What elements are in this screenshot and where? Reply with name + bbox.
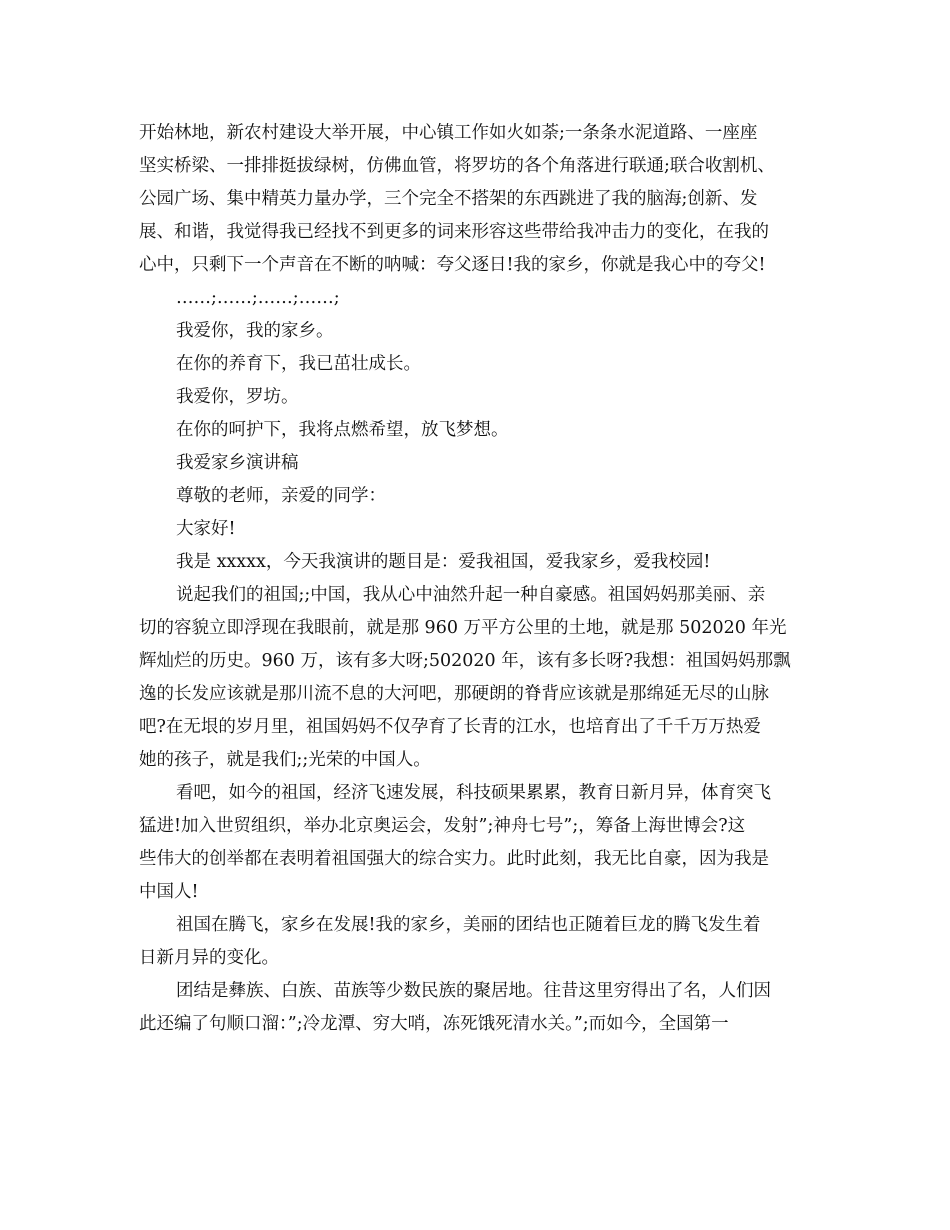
text-line: 我爱家乡演讲稿 (176, 453, 299, 473)
text-line: 我爱你，我的家乡。 (176, 321, 334, 341)
text-line: 说起我们的祖国;;中国，我从心中油然升起一种自豪感。祖国妈妈那美丽、亲 (176, 585, 766, 605)
paragraph (139, 909, 819, 975)
text-line: 看吧，如今的祖国，经济飞速发展，科技硕果累累，教育日新月异，体育突飞 (176, 783, 771, 803)
text-line: 在你的呵护下，我将点燃希望，放飞梦想。 (176, 420, 509, 440)
text-line: 我是 xxxxx，今天我演讲的题目是：爱我祖国，爱我家乡，爱我校园! (176, 552, 711, 572)
paragraph (139, 975, 819, 1041)
text-line: 些伟大的创举都在表明着祖国强大的综合实力。此时此刻，我无比自豪，因为我是 (139, 849, 769, 869)
paragraph (139, 381, 819, 414)
text-line: 猛进!加入世贸组织，举办北京奥运会，发射”;神舟七号”;，筹备上海世博会?这 (139, 816, 746, 836)
text-line: 团结是彝族、白族、苗族等少数民族的聚居地。往昔这里穷得出了名，人们因 (176, 981, 771, 1001)
document-body (139, 117, 819, 1041)
paragraph (139, 315, 819, 348)
paragraph (139, 348, 819, 381)
paragraph (139, 282, 819, 315)
text-line: ……;……;……;……; (176, 288, 340, 308)
paragraph (139, 513, 819, 546)
text-line: 我爱你，罗坊。 (176, 387, 299, 407)
text-line: 她的孩子，就是我们;;光荣的中国人。 (139, 750, 431, 770)
paragraph (139, 447, 819, 480)
paragraph (139, 579, 819, 777)
text-line: 吧?在无垠的岁月里，祖国妈妈不仅孕育了长青的江水，也培育出了千千万万热爱 (139, 717, 761, 737)
text-line: 此还编了句顺口溜：”;冷龙潭、穷大哨，冻死饿死清水关。”;而如今，全国第一 (139, 1014, 729, 1034)
text-line: 开始林地，新农村建设大举开展，中心镇工作如火如荼;一条条水泥道路、一座座 (139, 123, 758, 143)
text-line: 展、和谐，我觉得我已经找不到更多的词来形容这些带给我冲击力的变化，在我的 (139, 222, 769, 242)
paragraph (139, 777, 819, 909)
text-line: 大家好! (176, 519, 236, 539)
paragraph (139, 117, 819, 282)
text-line: 辉灿烂的历史。960 万，该有多大呀;502020 年，该有多长呀?我想：祖国妈妈那飘 (139, 651, 791, 671)
text-line: 心中，只剩下一个声音在不断的呐喊：夸父逐日!我的家乡，你就是我心中的夸父! (139, 255, 766, 275)
text-line: 中国人! (139, 882, 199, 902)
text-line: 祖国在腾飞，家乡在发展!我的家乡，美丽的团结也正随着巨龙的腾飞发生着 (176, 915, 761, 935)
text-line: 公园广场、集中精英力量办学，三个完全不搭架的东西跳进了我的脑海;创新、发 (139, 189, 758, 209)
text-line: 在你的养育下，我已茁壮成长。 (176, 354, 421, 374)
text-line: 切的容貌立即浮现在我眼前，就是那 960 万平方公里的土地，就是那 502020 年光 (139, 618, 787, 638)
paragraph (139, 414, 819, 447)
text-line: 尊敬的老师，亲爱的同学： (176, 486, 386, 506)
text-line: 逸的长发应该就是那川流不息的大河吧，那硬朗的脊背应该就是那绵延无尽的山脉 (139, 684, 769, 704)
text-line: 坚实桥梁、一排排挺拔绿树，仿佛血管，将罗坊的各个角落进行联通;联合收割机、 (139, 156, 775, 176)
text-line: 日新月异的变化。 (139, 948, 279, 968)
paragraph (139, 480, 819, 513)
paragraph (139, 546, 819, 579)
